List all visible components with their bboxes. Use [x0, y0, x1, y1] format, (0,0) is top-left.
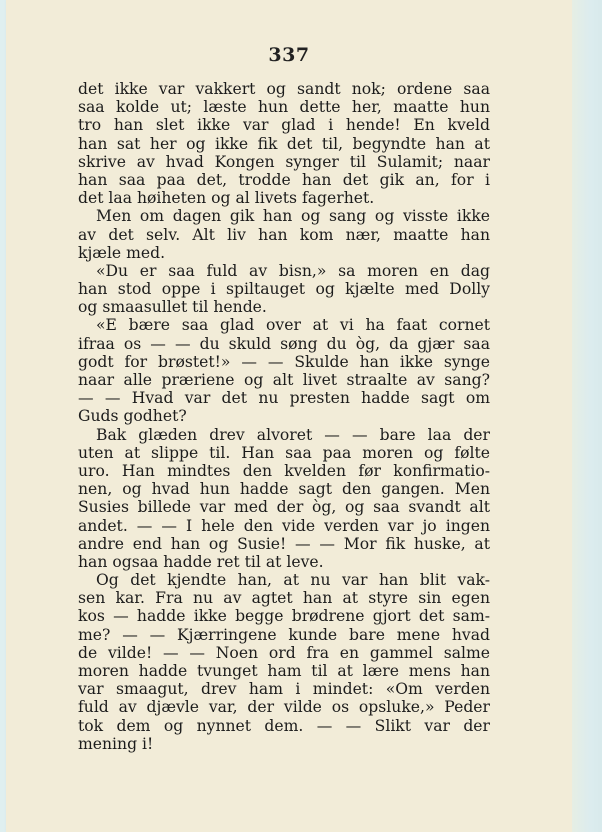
text-line: var smaagut, drev ham i mindet: «Om verden [78, 680, 490, 699]
text-line: kjæle med. [78, 243, 166, 262]
text-line: nen, og hvad hun hadde sagt den gangen. Men [78, 480, 490, 499]
text-line: Guds godhet? [78, 407, 187, 426]
text-line: tro han slet ikke var glad i hende! En kveld [78, 116, 490, 135]
book-page [6, 0, 572, 832]
text-line: godt for brøstet!» — — Skulde han ikke synge [78, 352, 490, 371]
text-line: moren hadde tvunget ham til at lære mens han [78, 662, 490, 680]
text-line: Susies billede var med der òg, og saa svandt alt [78, 498, 490, 517]
text-line: han saa paa det, trodde han det gik an, for i [78, 170, 490, 189]
body-text [78, 80, 490, 753]
text-line: av det selv. Alt liv han kom nær, maatte han [78, 225, 490, 244]
text-line: skrive av hvad Kongen synger til Sulamit; naar [78, 152, 490, 171]
page-edge-background [572, 0, 602, 832]
text-line: Men om dagen gik han og sang og visste ikke [96, 207, 490, 226]
text-line: det laa høiheten og al livets fagerhet. [78, 189, 375, 208]
text-line: Og det kjendte han, at nu var han blit vak- [96, 571, 490, 590]
text-line: han ogsaa hadde ret til at leve. [78, 552, 324, 571]
text-line: Bak glæden drev alvoret — — bare laa der [96, 425, 490, 444]
text-line: «E bære saa glad over at vi ha faat cornet [96, 316, 490, 335]
text-line: tok dem og nynnet dem. — — Slikt var der [78, 716, 490, 735]
text-line: de vilde! — — Noen ord fra en gammel salme [78, 643, 490, 662]
text-line: andre end han og Susie! — — Mor fik huske, at [78, 534, 490, 553]
text-line: fuld av djævle var, der vilde os opsluke,» Peder [78, 698, 490, 717]
text-line: ifraa os — — du skuld søng du òg, da gjær saa [78, 334, 490, 353]
text-line: andet. — — I hele den vide verden var jo ingen [78, 516, 490, 535]
text-line: det ikke var vakkert og sandt nok; ordene saa [78, 80, 490, 98]
text-line: uten at slippe til. Han saa paa moren og følte [78, 443, 490, 462]
text-line: kos — hadde ikke begge brødrene gjort det sam- [78, 607, 490, 626]
text-line: og smaasullet til hende. [78, 298, 267, 317]
text-line: me? — — Kjærringene kunde bare mene hvad [78, 625, 490, 644]
text-line: — — Hvad var det nu presten hadde sagt om [78, 389, 490, 408]
text-line: naar alle præriene og alt livet straalte av sang? [78, 371, 490, 389]
text-line: han sat her og ikke fik det til, begyndte han at [78, 134, 490, 153]
page-number: 337 [268, 44, 310, 66]
text-line: mening i! [78, 734, 154, 753]
text-line: han stod oppe i spiltauget og kjælte med Dolly [78, 280, 490, 299]
text-line: sen kar. Fra nu av agtet han at styre sin egen [78, 589, 490, 608]
text-line: «Du er saa fuld av bisn,» sa moren en dag [96, 261, 490, 280]
text-line: saa kolde ut; læste hun dette her, maatte hun [78, 98, 490, 117]
text-line: uro. Han mindtes den kvelden før konfirmatio- [78, 461, 490, 480]
